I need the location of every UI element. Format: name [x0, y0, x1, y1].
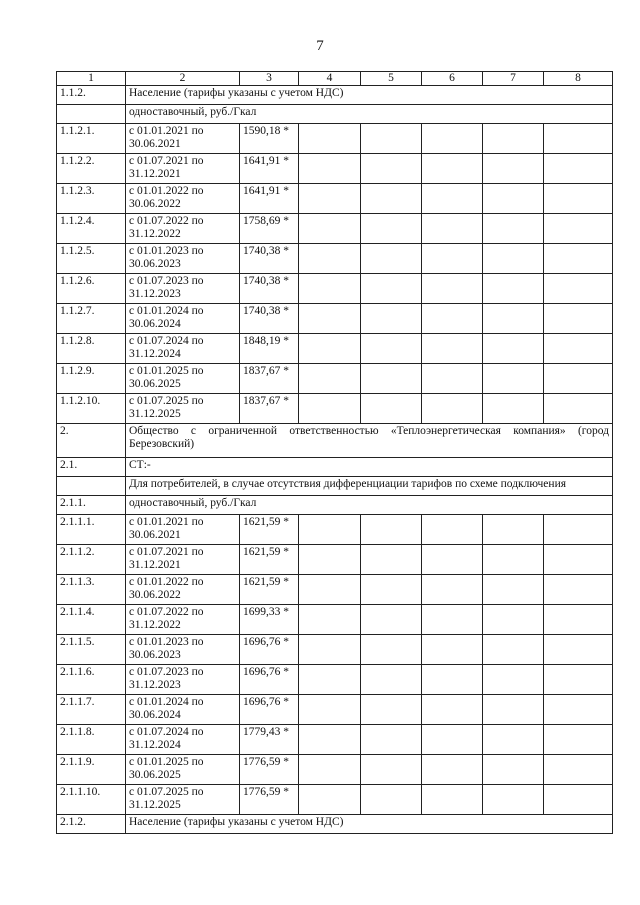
empty-cell [422, 665, 483, 695]
empty-cell [544, 184, 613, 214]
empty-cell [483, 154, 544, 184]
row-number: 1.1.2.6. [57, 274, 126, 304]
column-header: 5 [361, 72, 422, 86]
empty-cell [422, 755, 483, 785]
period-cell: с 01.01.2021 по 30.06.2021 [126, 515, 240, 545]
empty-cell [361, 184, 422, 214]
empty-cell [361, 124, 422, 154]
page-number: 7 [316, 38, 324, 54]
tariff-row [57, 394, 613, 424]
empty-cell [544, 334, 613, 364]
empty-cell [483, 124, 544, 154]
empty-cell [422, 334, 483, 364]
tariff-row [57, 665, 613, 695]
empty-cell [422, 695, 483, 725]
empty-cell [361, 605, 422, 635]
tariff-row [57, 274, 613, 304]
row-number: 1.1.2. [57, 86, 126, 105]
tariff-value: 1758,69 * [240, 214, 299, 244]
empty-cell [483, 695, 544, 725]
empty-cell [544, 124, 613, 154]
empty-cell [483, 364, 544, 394]
empty-cell [422, 274, 483, 304]
period-cell: с 01.07.2025 по 31.12.2025 [126, 394, 240, 424]
empty-cell [361, 755, 422, 785]
tariff-value: 1779,43 * [240, 725, 299, 755]
row-number: 1.1.2.3. [57, 184, 126, 214]
empty-cell [544, 394, 613, 424]
period-cell: с 01.07.2022 по 31.12.2022 [126, 214, 240, 244]
period-cell: с 01.07.2023 по 31.12.2023 [126, 274, 240, 304]
empty-cell [422, 244, 483, 274]
empty-cell [483, 244, 544, 274]
period-cell: с 01.01.2021 по 30.06.2021 [126, 124, 240, 154]
empty-cell [299, 665, 361, 695]
section-title: СТ:- [126, 458, 613, 477]
empty-cell [299, 605, 361, 635]
row-number: 2.1.1. [57, 496, 126, 515]
empty-cell [361, 545, 422, 575]
tariff-row [57, 124, 613, 154]
row-number: 2.1.1.6. [57, 665, 126, 695]
empty-cell [299, 214, 361, 244]
row-number: 1.1.2.8. [57, 334, 126, 364]
empty-cell [544, 274, 613, 304]
empty-cell [483, 214, 544, 244]
tariff-row [57, 545, 613, 575]
empty-cell [544, 244, 613, 274]
empty-cell [299, 124, 361, 154]
empty-cell [299, 545, 361, 575]
section-row [57, 86, 613, 105]
empty-cell [483, 785, 544, 815]
empty-cell [299, 575, 361, 605]
empty-cell [299, 184, 361, 214]
empty-cell [544, 635, 613, 665]
period-cell: с 01.07.2024 по 31.12.2024 [126, 334, 240, 364]
tariff-value: 1621,59 * [240, 515, 299, 545]
empty-cell [544, 154, 613, 184]
empty-cell [299, 635, 361, 665]
tariff-value: 1696,76 * [240, 665, 299, 695]
tariff-value: 1776,59 * [240, 785, 299, 815]
empty-cell [483, 394, 544, 424]
empty-cell [299, 755, 361, 785]
tariff-row [57, 214, 613, 244]
period-cell: с 01.01.2025 по 30.06.2025 [126, 755, 240, 785]
empty-cell [544, 364, 613, 394]
tariff-row [57, 725, 613, 755]
row-number: 2.1.1.1. [57, 515, 126, 545]
tariff-value: 1696,76 * [240, 695, 299, 725]
empty-cell [299, 725, 361, 755]
empty-cell [422, 184, 483, 214]
empty-cell [544, 785, 613, 815]
empty-cell [544, 304, 613, 334]
row-number: 2.1.1.9. [57, 755, 126, 785]
empty-cell [422, 214, 483, 244]
empty-cell [483, 515, 544, 545]
empty-cell [483, 665, 544, 695]
empty-cell [422, 515, 483, 545]
empty-cell [299, 695, 361, 725]
empty-cell [422, 605, 483, 635]
subsection-title: одноставочный, руб./Гкал [126, 105, 613, 124]
period-cell: с 01.01.2025 по 30.06.2025 [126, 364, 240, 394]
period-cell: с 01.01.2024 по 30.06.2024 [126, 304, 240, 334]
tariff-row [57, 184, 613, 214]
tariff-table [56, 71, 613, 834]
period-cell: с 01.07.2023 по 31.12.2023 [126, 665, 240, 695]
column-header: 4 [299, 72, 361, 86]
tariff-value: 1641,91 * [240, 154, 299, 184]
empty-cell [544, 214, 613, 244]
empty-cell [483, 304, 544, 334]
empty-cell [361, 274, 422, 304]
empty-cell [422, 575, 483, 605]
tariff-value: 1837,67 * [240, 394, 299, 424]
empty-cell [299, 364, 361, 394]
empty-cell [422, 364, 483, 394]
empty-cell [361, 515, 422, 545]
tariff-row [57, 605, 613, 635]
column-header: 7 [483, 72, 544, 86]
empty-cell [361, 725, 422, 755]
empty-cell [361, 394, 422, 424]
tariff-row [57, 364, 613, 394]
row-number: 1.1.2.9. [57, 364, 126, 394]
column-header: 3 [240, 72, 299, 86]
empty-cell [483, 635, 544, 665]
row-number: 2. [57, 424, 126, 458]
empty-cell [361, 364, 422, 394]
row-number: 1.1.2.1. [57, 124, 126, 154]
empty-cell [299, 244, 361, 274]
tariff-value: 1837,67 * [240, 364, 299, 394]
period-cell: с 01.01.2024 по 30.06.2024 [126, 695, 240, 725]
empty-cell [299, 274, 361, 304]
row-number: 2.1.1.4. [57, 605, 126, 635]
empty-cell [544, 545, 613, 575]
tariff-row [57, 154, 613, 184]
row-number: 2.1.1.2. [57, 545, 126, 575]
row-number: 2.1.2. [57, 815, 126, 834]
row-number: 1.1.2.2. [57, 154, 126, 184]
row-number: 1.1.2.7. [57, 304, 126, 334]
column-header: 2 [126, 72, 240, 86]
empty-cell [361, 334, 422, 364]
empty-cell [361, 635, 422, 665]
column-header: 1 [57, 72, 126, 86]
empty-cell [544, 665, 613, 695]
tariff-value: 1740,38 * [240, 274, 299, 304]
row-number: 2.1.1.3. [57, 575, 126, 605]
tariff-row [57, 515, 613, 545]
row-number: 1.1.2.10. [57, 394, 126, 424]
empty-cell [361, 244, 422, 274]
row-number: 2.1.1.8. [57, 725, 126, 755]
empty-cell [299, 394, 361, 424]
column-header: 8 [544, 72, 613, 86]
tariff-row [57, 785, 613, 815]
section-title: Население (тарифы указаны с учетом НДС) [126, 86, 613, 105]
row-number: 2.1.1.7. [57, 695, 126, 725]
period-cell: с 01.07.2022 по 31.12.2022 [126, 605, 240, 635]
empty-cell [544, 725, 613, 755]
row-number [57, 105, 126, 124]
empty-cell [544, 755, 613, 785]
empty-cell [483, 575, 544, 605]
tariff-value: 1696,76 * [240, 635, 299, 665]
period-cell: с 01.07.2021 по 31.12.2021 [126, 545, 240, 575]
empty-cell [544, 515, 613, 545]
section-title: одноставочный, руб./Гкал [126, 496, 613, 515]
empty-cell [422, 545, 483, 575]
section-row [57, 496, 613, 515]
empty-cell [299, 515, 361, 545]
period-cell: с 01.07.2024 по 31.12.2024 [126, 725, 240, 755]
empty-cell [544, 695, 613, 725]
empty-cell [361, 154, 422, 184]
empty-cell [422, 725, 483, 755]
tariff-value: 1621,59 * [240, 575, 299, 605]
empty-cell [483, 755, 544, 785]
tariff-row [57, 244, 613, 274]
period-cell: с 01.07.2025 по 31.12.2025 [126, 785, 240, 815]
empty-cell [361, 304, 422, 334]
empty-cell [422, 785, 483, 815]
empty-cell [483, 274, 544, 304]
period-cell: с 01.01.2023 по 30.06.2023 [126, 244, 240, 274]
tariff-row [57, 575, 613, 605]
empty-cell [299, 785, 361, 815]
tariff-row [57, 755, 613, 785]
row-number: 1.1.2.4. [57, 214, 126, 244]
period-cell: с 01.07.2021 по 31.12.2021 [126, 154, 240, 184]
section-row [57, 458, 613, 477]
empty-cell [544, 605, 613, 635]
tariff-value: 1848,19 * [240, 334, 299, 364]
empty-cell [361, 665, 422, 695]
subsection-row [57, 477, 613, 496]
tariff-value: 1641,91 * [240, 184, 299, 214]
empty-cell [422, 635, 483, 665]
tariff-value: 1590,18 * [240, 124, 299, 154]
empty-cell [299, 334, 361, 364]
period-cell: с 01.01.2022 по 30.06.2022 [126, 184, 240, 214]
period-cell: с 01.01.2023 по 30.06.2023 [126, 635, 240, 665]
row-number: 2.1.1.5. [57, 635, 126, 665]
empty-cell [422, 394, 483, 424]
org-row [57, 424, 613, 458]
tariff-row [57, 635, 613, 665]
tariff-value: 1740,38 * [240, 304, 299, 334]
empty-cell [422, 124, 483, 154]
tariff-value: 1621,59 * [240, 545, 299, 575]
empty-cell [483, 545, 544, 575]
subsection-row [57, 105, 613, 124]
empty-cell [422, 154, 483, 184]
section-title: Население (тарифы указаны с учетом НДС) [126, 815, 613, 834]
tariff-value: 1740,38 * [240, 244, 299, 274]
empty-cell [483, 334, 544, 364]
row-number: 2.1.1.10. [57, 785, 126, 815]
column-header: 6 [422, 72, 483, 86]
tariff-row [57, 695, 613, 725]
empty-cell [361, 214, 422, 244]
tariff-value: 1699,33 * [240, 605, 299, 635]
empty-cell [361, 575, 422, 605]
subsection-title: Для потребителей, в случае отсутствия дифференциации тарифов по схеме подключения [126, 477, 613, 496]
period-cell: с 01.01.2022 по 30.06.2022 [126, 575, 240, 605]
empty-cell [422, 304, 483, 334]
row-number [57, 477, 126, 496]
tariff-value: 1776,59 * [240, 755, 299, 785]
empty-cell [544, 575, 613, 605]
empty-cell [361, 695, 422, 725]
empty-cell [361, 785, 422, 815]
empty-cell [299, 304, 361, 334]
empty-cell [483, 605, 544, 635]
section-row [57, 815, 613, 834]
org-title: Общество с ограниченной ответственностью «Теплоэнергетическая компания» (город Березовский) [126, 424, 613, 458]
empty-cell [299, 154, 361, 184]
tariff-row [57, 334, 613, 364]
empty-cell [483, 725, 544, 755]
row-number: 1.1.2.5. [57, 244, 126, 274]
row-number: 2.1. [57, 458, 126, 477]
tariff-row [57, 304, 613, 334]
empty-cell [483, 184, 544, 214]
column-header-row [57, 72, 613, 86]
